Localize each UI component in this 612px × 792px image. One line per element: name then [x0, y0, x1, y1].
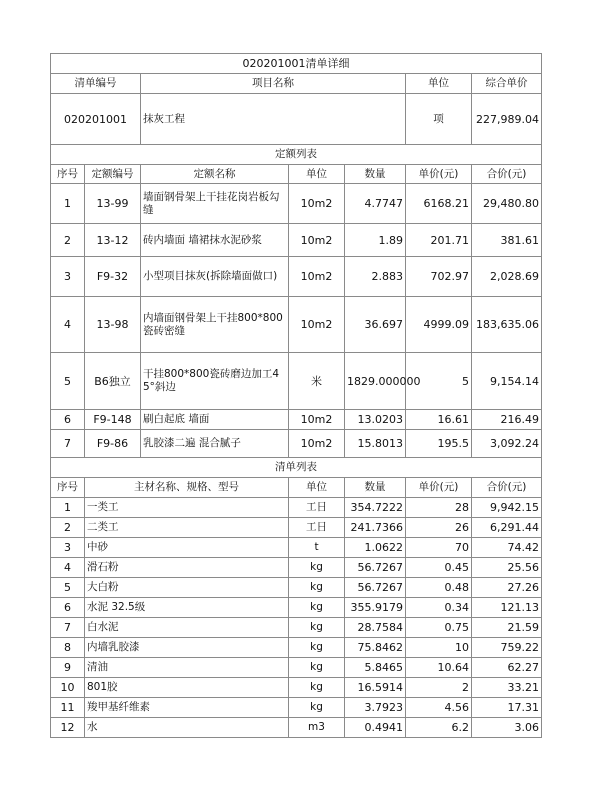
materials-row-price: 2 [406, 678, 472, 698]
materials-row [51, 638, 542, 658]
materials-row [51, 658, 542, 678]
quota-row-unit: 10m2 [289, 297, 345, 353]
quota-row-no: 2 [51, 224, 85, 257]
materials-row-unit: 工日 [289, 518, 345, 538]
quota-row-price: 201.71 [406, 224, 472, 257]
quota-row-unit: 米 [289, 353, 345, 410]
materials-row [51, 598, 542, 618]
materials-row-qty: 28.7584 [345, 618, 406, 638]
materials-row [51, 578, 542, 598]
materials-row-total: 33.21 [472, 678, 542, 698]
materials-row-price: 28 [406, 498, 472, 518]
materials-row-total: 9,942.15 [472, 498, 542, 518]
quota-row-code: F9-148 [85, 410, 141, 430]
quota-col-no: 序号 [51, 165, 85, 184]
materials-row-price: 70 [406, 538, 472, 558]
materials-section-title: 清单列表 [51, 458, 542, 478]
materials-row-unit: m3 [289, 718, 345, 738]
quota-row-qty: 4.7747 [345, 184, 406, 224]
materials-row-no: 3 [51, 538, 85, 558]
materials-row-no: 6 [51, 598, 85, 618]
quota-row-name: 干挂800*800瓷砖磨边加工45°斜边 [141, 353, 289, 410]
materials-row-qty: 354.7222 [345, 498, 406, 518]
quota-row-total: 216.49 [472, 410, 542, 430]
materials-row [51, 558, 542, 578]
quota-row-no: 3 [51, 257, 85, 297]
quota-row-code: F9-86 [85, 430, 141, 458]
materials-row-qty: 5.8465 [345, 658, 406, 678]
materials-row-name: 滑石粉 [85, 558, 289, 578]
materials-row-no: 1 [51, 498, 85, 518]
quota-row [51, 184, 542, 224]
quota-row [51, 224, 542, 257]
quota-row-code: F9-32 [85, 257, 141, 297]
item-unit-header: 单位 [406, 74, 472, 94]
quota-row-code: 13-99 [85, 184, 141, 224]
materials-row-total: 6,291.44 [472, 518, 542, 538]
quota-row-name: 乳胶漆二遍 混合腻子 [141, 430, 289, 458]
quota-row-name: 墙面钢骨架上干挂花岗岩板勾缝 [141, 184, 289, 224]
materials-col-price: 单价(元) [406, 478, 472, 498]
quota-row-price: 16.61 [406, 410, 472, 430]
materials-row-unit: kg [289, 578, 345, 598]
quota-row-no: 7 [51, 430, 85, 458]
item-header-row [51, 74, 542, 94]
materials-row-no: 7 [51, 618, 85, 638]
table-title: 020201001清单详细 [51, 54, 542, 74]
item-unit: 项 [406, 94, 472, 145]
quota-col-unit: 单位 [289, 165, 345, 184]
materials-row-qty: 56.7267 [345, 558, 406, 578]
quota-row-total: 183,635.06 [472, 297, 542, 353]
materials-row-total: 3.06 [472, 718, 542, 738]
item-name: 抹灰工程 [141, 94, 406, 145]
quota-row-total: 381.61 [472, 224, 542, 257]
materials-row-total: 17.31 [472, 698, 542, 718]
quota-col-qty: 数量 [345, 165, 406, 184]
item-name-header: 项目名称 [141, 74, 406, 94]
quota-row-unit: 10m2 [289, 257, 345, 297]
item-price: 227,989.04 [472, 94, 542, 145]
materials-row-total: 27.26 [472, 578, 542, 598]
quota-col-total: 合价(元) [472, 165, 542, 184]
materials-row-no: 12 [51, 718, 85, 738]
materials-row-price: 0.45 [406, 558, 472, 578]
quota-row-name: 内墙面钢骨架上干挂800*800瓷砖密缝 [141, 297, 289, 353]
materials-row [51, 618, 542, 638]
materials-col-unit: 单位 [289, 478, 345, 498]
materials-row-no: 11 [51, 698, 85, 718]
materials-row-name: 清油 [85, 658, 289, 678]
materials-row-qty: 1.0622 [345, 538, 406, 558]
materials-row-unit: kg [289, 698, 345, 718]
quota-row-price: 195.5 [406, 430, 472, 458]
materials-col-name: 主材名称、规格、型号 [85, 478, 289, 498]
item-code-header: 清单编号 [51, 74, 141, 94]
quota-row-qty: 13.0203 [345, 410, 406, 430]
materials-row-price: 4.56 [406, 698, 472, 718]
materials-row-qty: 355.9179 [345, 598, 406, 618]
materials-row-unit: kg [289, 638, 345, 658]
materials-row-price: 0.34 [406, 598, 472, 618]
materials-row-name: 中砂 [85, 538, 289, 558]
quota-row-qty: 15.8013 [345, 430, 406, 458]
quota-section-title: 定额列表 [51, 145, 542, 165]
materials-row-name: 水泥 32.5级 [85, 598, 289, 618]
materials-row-name: 二类工 [85, 518, 289, 538]
materials-row-no: 9 [51, 658, 85, 678]
quota-row-no: 5 [51, 353, 85, 410]
materials-row-name: 801胶 [85, 678, 289, 698]
materials-row-price: 26 [406, 518, 472, 538]
quota-row [51, 353, 542, 410]
item-code: 020201001 [51, 94, 141, 145]
quota-row-unit: 10m2 [289, 430, 345, 458]
materials-row-unit: kg [289, 598, 345, 618]
materials-row-unit: t [289, 538, 345, 558]
materials-row-no: 10 [51, 678, 85, 698]
quota-row-total: 29,480.80 [472, 184, 542, 224]
quota-row-qty: 36.697 [345, 297, 406, 353]
quota-row-unit: 10m2 [289, 410, 345, 430]
materials-row-unit: kg [289, 678, 345, 698]
quota-col-code: 定额编号 [85, 165, 141, 184]
quota-row-unit: 10m2 [289, 184, 345, 224]
materials-row-qty: 16.5914 [345, 678, 406, 698]
quota-col-name: 定额名称 [141, 165, 289, 184]
title-row [51, 54, 542, 74]
materials-row-name: 内墙乳胶漆 [85, 638, 289, 658]
materials-row-qty: 75.8462 [345, 638, 406, 658]
materials-row [51, 518, 542, 538]
quota-row-code: B6独立 [85, 353, 141, 410]
materials-section-row [51, 458, 542, 478]
materials-row-name: 羧甲基纤维素 [85, 698, 289, 718]
quota-row-total: 2,028.69 [472, 257, 542, 297]
quota-row-no: 1 [51, 184, 85, 224]
materials-row-total: 25.56 [472, 558, 542, 578]
materials-row [51, 718, 542, 738]
materials-row-price: 10.64 [406, 658, 472, 678]
materials-row-price: 6.2 [406, 718, 472, 738]
bill-detail-table [50, 53, 542, 738]
quota-row [51, 297, 542, 353]
materials-row-price: 0.48 [406, 578, 472, 598]
quota-row-name: 刷白起底 墙面 [141, 410, 289, 430]
materials-row-no: 5 [51, 578, 85, 598]
materials-row-price: 10 [406, 638, 472, 658]
quota-row-code: 13-12 [85, 224, 141, 257]
quota-section-row [51, 145, 542, 165]
quota-row-qty: 1829.000000 [345, 353, 406, 410]
quota-row-price: 5 [406, 353, 472, 410]
quota-row [51, 257, 542, 297]
quota-row-qty: 2.883 [345, 257, 406, 297]
materials-row [51, 698, 542, 718]
materials-row-name: 一类工 [85, 498, 289, 518]
quota-row-price: 6168.21 [406, 184, 472, 224]
materials-row-unit: kg [289, 618, 345, 638]
materials-row-total: 62.27 [472, 658, 542, 678]
quota-col-price: 单价(元) [406, 165, 472, 184]
materials-row-no: 2 [51, 518, 85, 538]
materials-row-unit: kg [289, 658, 345, 678]
item-row [51, 94, 542, 145]
quota-row [51, 410, 542, 430]
quota-row-name: 小型项目抹灰(拆除墙面做口) [141, 257, 289, 297]
materials-row [51, 678, 542, 698]
materials-row-qty: 56.7267 [345, 578, 406, 598]
quota-row-qty: 1.89 [345, 224, 406, 257]
materials-row-unit: 工日 [289, 498, 345, 518]
quota-row-price: 702.97 [406, 257, 472, 297]
materials-col-qty: 数量 [345, 478, 406, 498]
materials-row-qty: 0.4941 [345, 718, 406, 738]
materials-row-qty: 241.7366 [345, 518, 406, 538]
quota-row [51, 430, 542, 458]
materials-row-total: 21.59 [472, 618, 542, 638]
quota-row-code: 13-98 [85, 297, 141, 353]
quota-row-total: 3,092.24 [472, 430, 542, 458]
materials-row [51, 498, 542, 518]
quota-row-no: 4 [51, 297, 85, 353]
materials-row-total: 759.22 [472, 638, 542, 658]
materials-header-row [51, 478, 542, 498]
materials-row-no: 4 [51, 558, 85, 578]
materials-row-price: 0.75 [406, 618, 472, 638]
materials-row-name: 大白粉 [85, 578, 289, 598]
materials-row-name: 水 [85, 718, 289, 738]
materials-row-total: 121.13 [472, 598, 542, 618]
materials-row [51, 538, 542, 558]
quota-row-price: 4999.09 [406, 297, 472, 353]
quota-row-total: 9,154.14 [472, 353, 542, 410]
materials-row-name: 白水泥 [85, 618, 289, 638]
quota-row-unit: 10m2 [289, 224, 345, 257]
materials-row-no: 8 [51, 638, 85, 658]
item-price-header: 综合单价 [472, 74, 542, 94]
materials-row-unit: kg [289, 558, 345, 578]
quota-row-name: 砖内墙面 墙裙抹水泥砂浆 [141, 224, 289, 257]
quota-row-no: 6 [51, 410, 85, 430]
quota-header-row [51, 165, 542, 184]
materials-col-total: 合价(元) [472, 478, 542, 498]
materials-col-no: 序号 [51, 478, 85, 498]
materials-row-total: 74.42 [472, 538, 542, 558]
materials-row-qty: 3.7923 [345, 698, 406, 718]
